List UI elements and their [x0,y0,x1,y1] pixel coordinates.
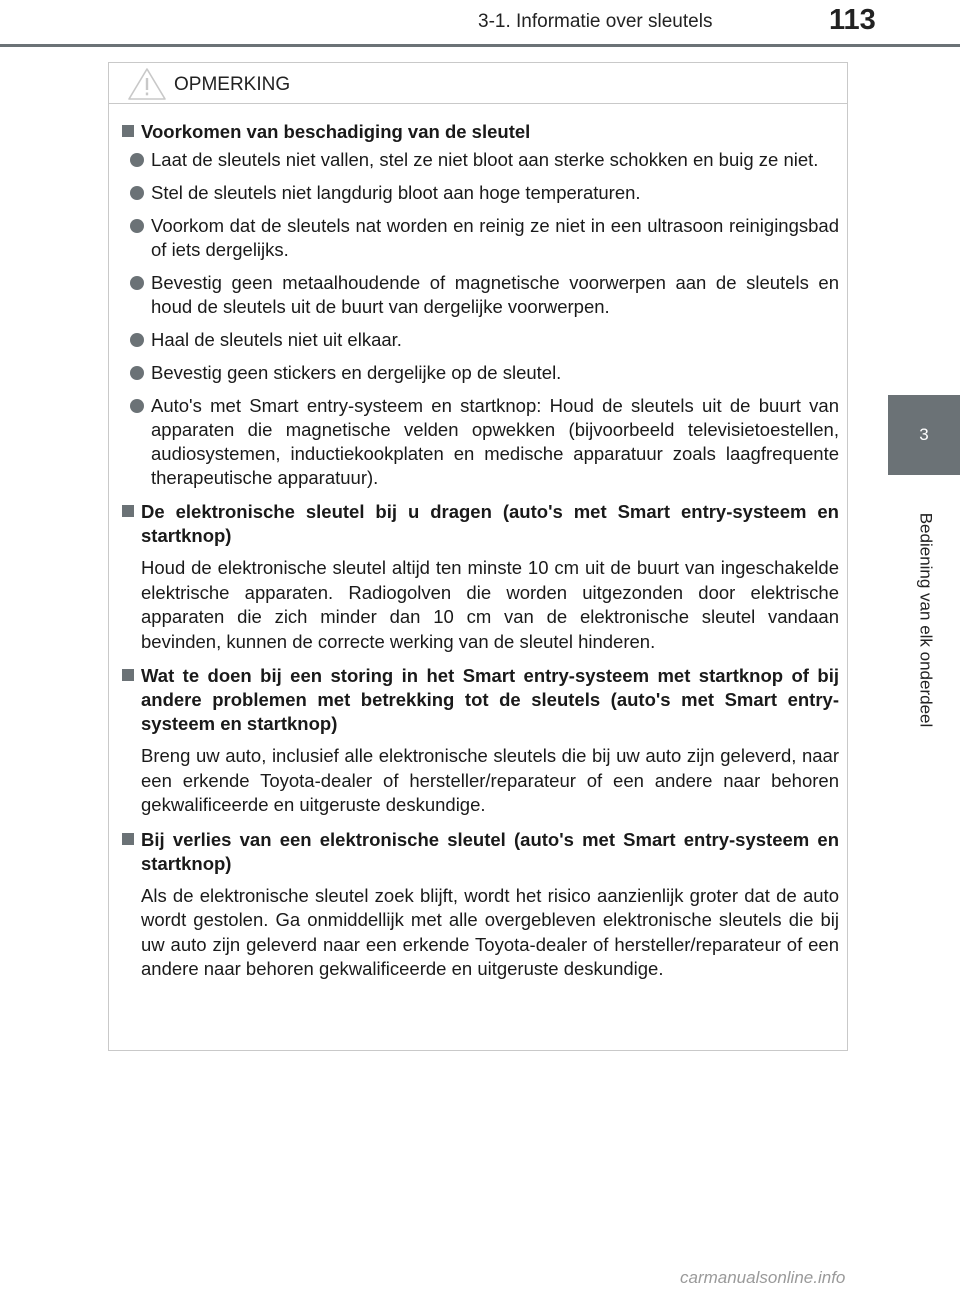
section-key-damage [121,120,839,490]
round-bullet-icon [130,366,144,380]
square-bullet-icon [122,505,134,517]
section-paragraph: Houd de elektronische sleutel altijd ten minste 10 cm uit de buurt van ingeschakelde elektrische apparaten. Radiogolven die worden uitgezonden door elektrische apparaten die zich minder dan 10 cm van de elektronische sleutel vandaan bevinden, kunnen de correcte werking van de sleutel hinderen. [141,557,839,652]
list-item: Bevestig geen stickers en dergelijke op de sleutel. [121,361,839,385]
round-bullet-icon [130,276,144,290]
chapter-title: Bediening van elk onderdeel [916,512,935,728]
notice-box [108,62,848,1051]
list-item: Auto's met Smart entry-systeem en startknop: Houd de sleutels uit de buurt van apparaten die magnetische velden opwekken (bijvoorbeeld televisietoestellen, audiosystemen, inductiekookplaten en medische apparatuur zoals laagfrequente therapeutische apparatuur). [121,394,839,490]
chapter-tab [888,395,960,475]
list-item: Haal de sleutels niet uit elkaar. [121,328,839,352]
section-heading: De elektronische sleutel bij u dragen (auto's met Smart entry-systeem en startknop) [121,500,839,548]
square-bullet-icon [122,833,134,845]
round-bullet-icon [130,219,144,233]
header-rule [0,44,960,47]
warning-triangle-icon [127,67,167,101]
square-bullet-icon [122,125,134,137]
chapter-title-vertical [911,490,939,750]
section-lost-key [121,828,839,982]
section-carrying-key [121,500,839,654]
section-paragraph: Als de elektronische sleutel zoek blijft, wordt het risico aanzienlijk groter dat de auto wordt gestolen. Ga onmiddellijk met alle overgebleven elektronische sleutels die bij uw auto zijn geleverd naar een erkende Toyota-dealer of hersteller/reparateur of een andere naar behoren gekwalificeerde en uitgeruste deskundige. [141,884,839,979]
chapter-number: 3 [919,425,929,444]
round-bullet-icon [130,186,144,200]
list-item: Laat de sleutels niet vallen, stel ze niet bloot aan sterke schokken en buig ze niet. [121,148,839,172]
square-bullet-icon [122,669,134,681]
notice-body [121,120,839,992]
section-paragraph: Breng uw auto, inclusief alle elektronische sleutels die bij uw auto zijn geleverd, naar een erkende Toyota-dealer of hersteller/reparateur of een andere naar behoren gekwalificeerde en uitgeruste deskundige. [141,745,839,815]
round-bullet-icon [130,153,144,167]
running-header-section: 3-1. Informatie over sleutels [478,11,713,32]
page-number: 113 [829,4,876,36]
list-item: Stel de sleutels niet langdurig bloot aan hoge temperaturen. [121,181,839,205]
section-heading: Wat te doen bij een storing in het Smart entry-systeem met startknop of bij andere problemen met betrekking tot de sleutels (auto's met Smart entry-systeem en startknop) [121,664,839,736]
bullet-list [121,148,839,490]
list-item: Bevestig geen metaalhoudende of magnetische voorwerpen aan de sleutels en houd de sleutels uit de buurt van dergelijke voorwerpen. [121,271,839,319]
notice-header [109,63,847,104]
section-heading: Voorkomen van beschadiging van de sleutel [121,120,839,144]
section-malfunction [121,664,839,818]
notice-title: OPMERKING [174,74,291,95]
round-bullet-icon [130,333,144,347]
section-heading: Bij verlies van een elektronische sleutel (auto's met Smart entry-systeem en startknop) [121,828,839,876]
watermark-text: carmanualsonline.info [680,1268,846,1287]
list-item: Voorkom dat de sleutels nat worden en reinig ze niet in een ultrasoon reinigingsbad of iets dergelijks. [121,214,839,262]
round-bullet-icon [130,399,144,413]
